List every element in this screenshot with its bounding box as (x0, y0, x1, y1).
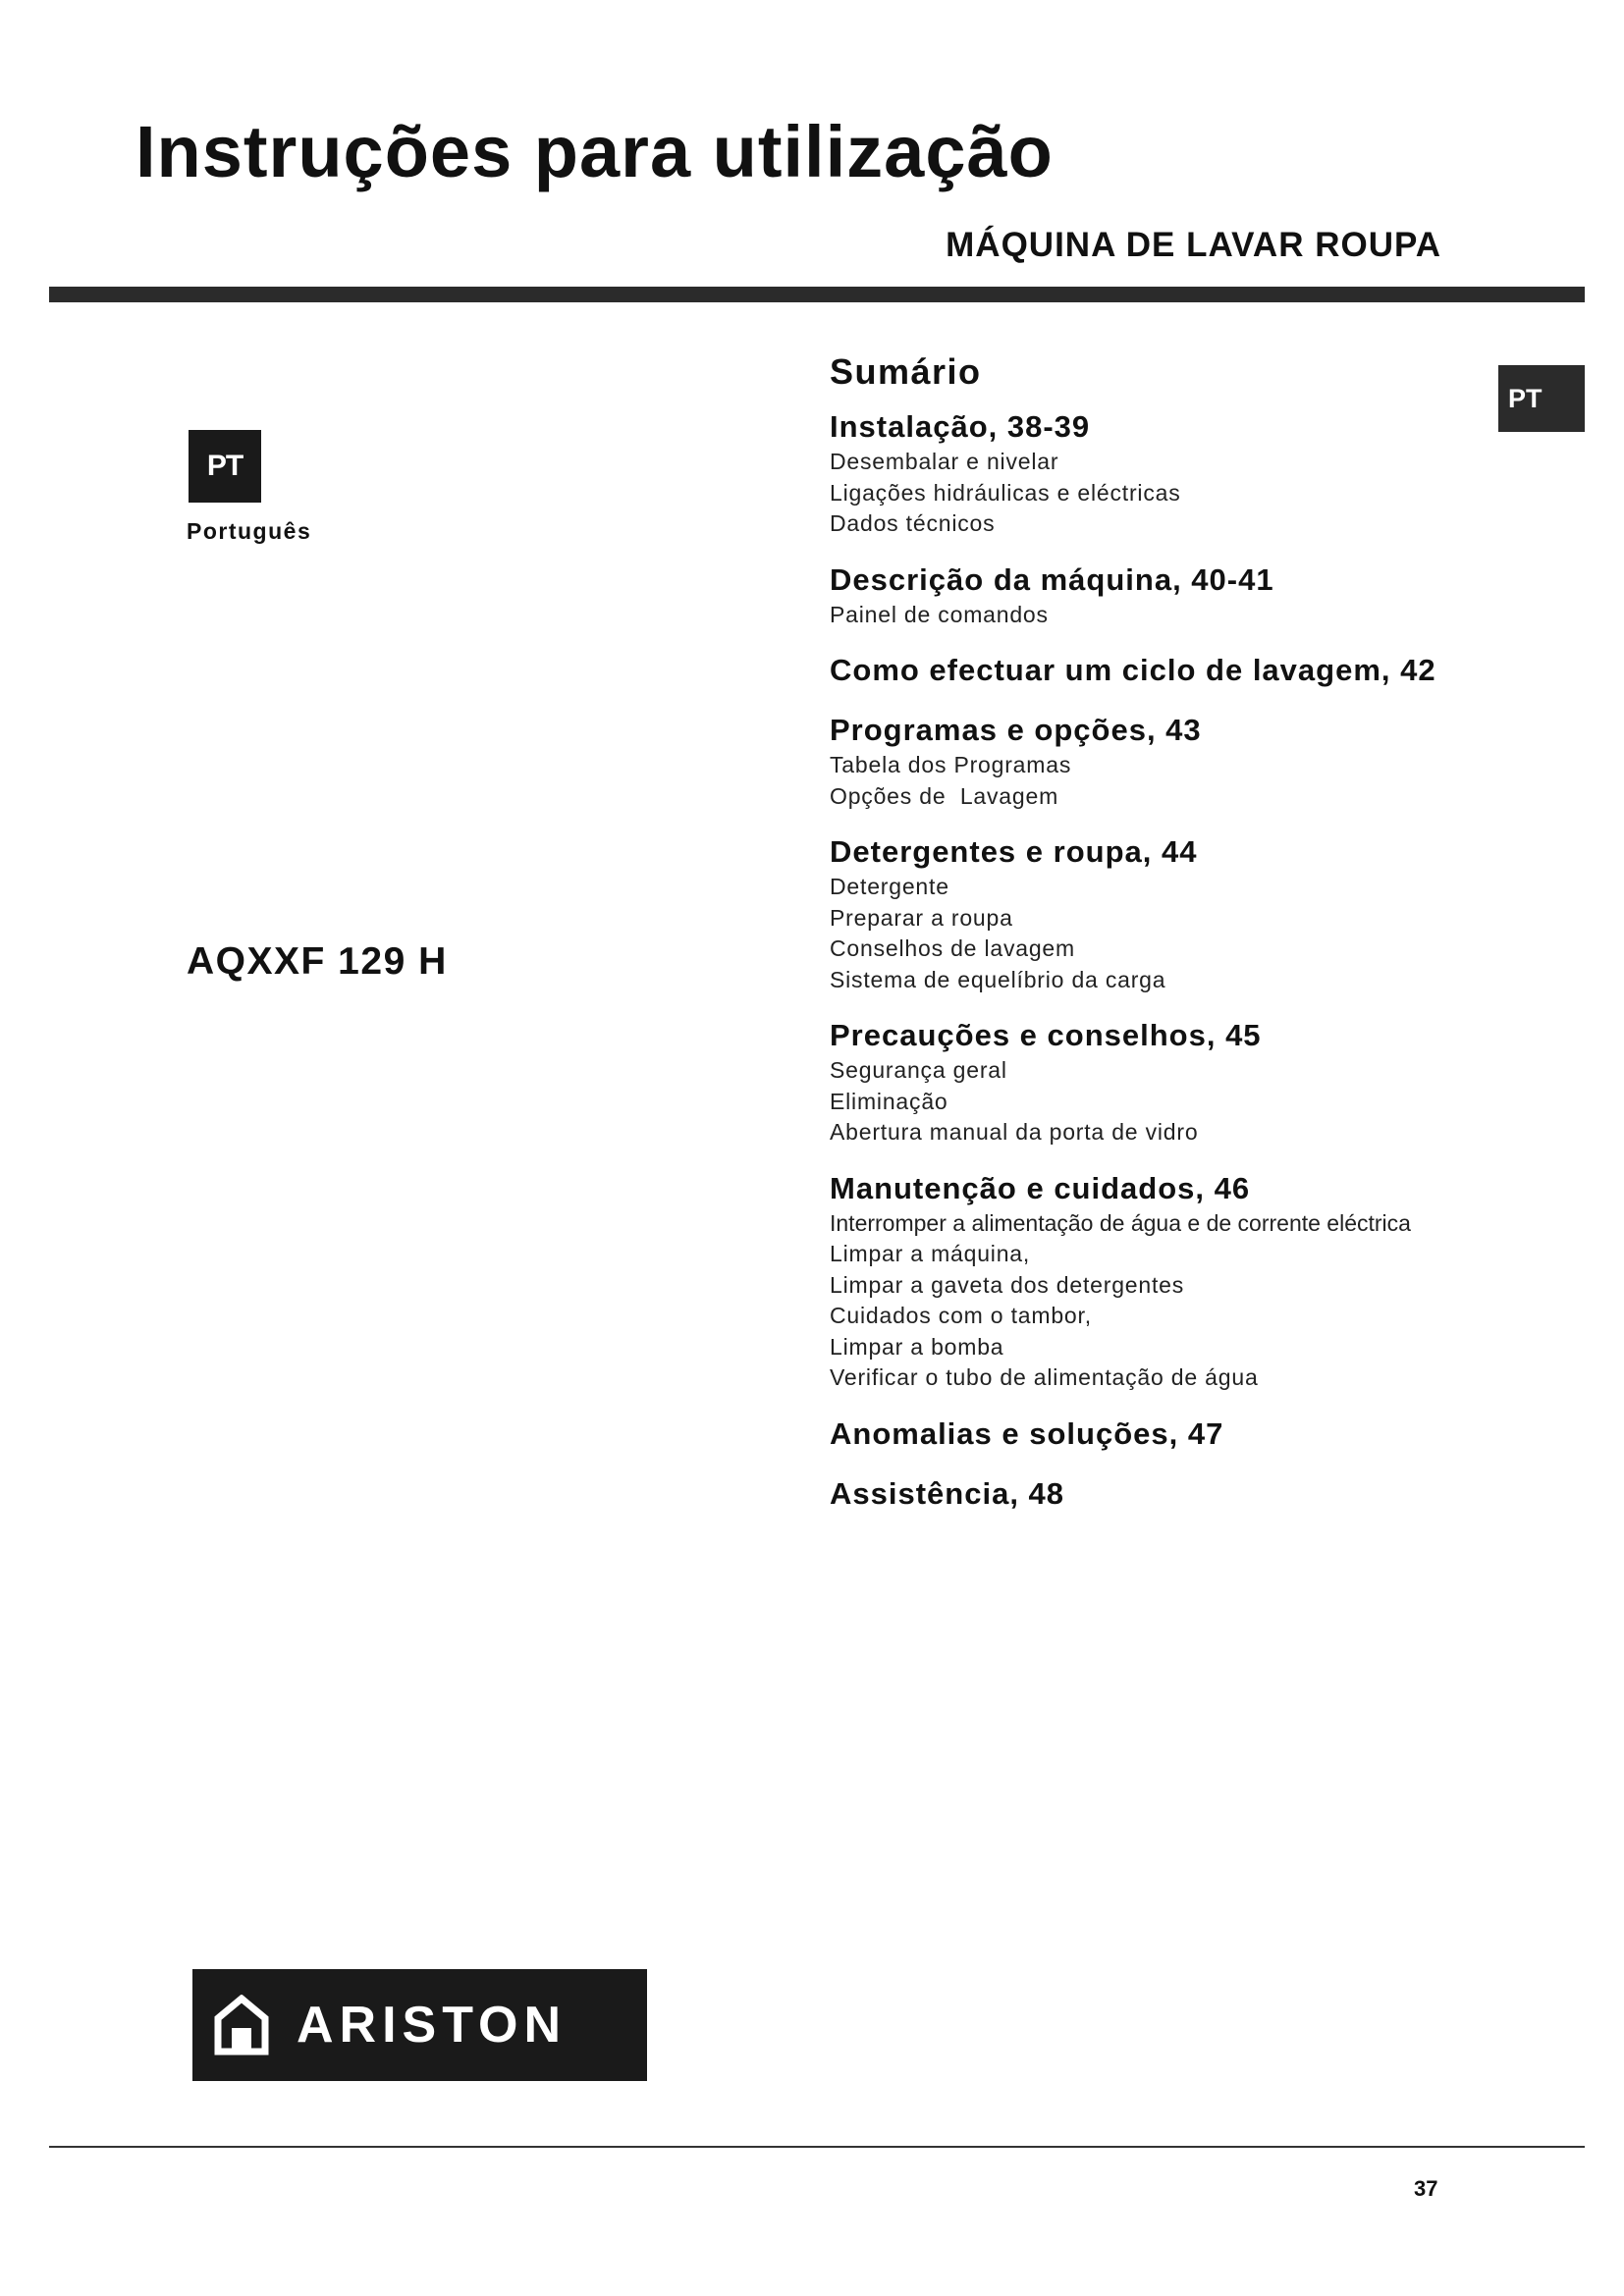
toc-heading: Sumário (830, 351, 982, 392)
toc-section-precautions (830, 1016, 1556, 1148)
toc-item[interactable]: Sistema de equelíbrio da carga (830, 966, 1166, 992)
toc-item[interactable]: Opções de Lavagem (830, 782, 1059, 809)
language-code-box: PT (189, 430, 261, 503)
footer-divider (49, 2146, 1585, 2148)
toc-section-title[interactable]: Instalação, 38-39 (830, 409, 1091, 445)
toc-item[interactable]: Limpar a gaveta dos detergentes (830, 1271, 1185, 1298)
model-number: AQXXF 129 H (187, 940, 448, 983)
toc-item[interactable]: Limpar a bomba (830, 1333, 1004, 1360)
toc-section-title[interactable]: Anomalias e soluções, 47 (830, 1415, 1224, 1451)
toc-section-wash-cycle (830, 651, 1556, 690)
toc-item[interactable]: Conselhos de lavagem (830, 935, 1075, 962)
house-icon (214, 1995, 269, 2056)
toc-item[interactable]: Verificar o tubo de alimentação de água (830, 1364, 1259, 1391)
toc-section-title[interactable]: Como efectuar um ciclo de lavagem, 42 (830, 653, 1436, 688)
toc-item[interactable]: Tabela dos Programas (830, 752, 1072, 778)
toc-section-title[interactable]: Programas e opções, 43 (830, 713, 1202, 748)
header-divider (49, 287, 1585, 302)
page-title: Instruções para utilização (135, 111, 1054, 192)
toc-item[interactable]: Abertura manual da porta de vidro (830, 1119, 1199, 1146)
toc-item[interactable]: Eliminação (830, 1088, 948, 1114)
toc-item[interactable]: Interromper a alimentação de água e de corrente eléctrica (830, 1209, 1411, 1236)
toc-section-title[interactable]: Precauções e conselhos, 45 (830, 1018, 1262, 1053)
brand-logo (192, 1969, 647, 2081)
toc-item[interactable]: Desembalar e nivelar (830, 449, 1059, 475)
toc-item[interactable]: Dados técnicos (830, 510, 996, 537)
toc-item[interactable]: Ligações hidráulicas e eléctricas (830, 479, 1181, 506)
brand-name: ARISTON (297, 1997, 568, 2054)
toc-item[interactable]: Segurança geral (830, 1057, 1007, 1084)
toc-section-troubleshooting (830, 1415, 1556, 1454)
toc-section-title[interactable]: Detergentes e roupa, 44 (830, 834, 1198, 870)
page-number: 37 (1414, 2176, 1438, 2201)
toc-section-assistance (830, 1474, 1556, 1514)
toc-section-installation (830, 407, 1556, 540)
table-of-contents (830, 351, 1556, 1534)
toc-section-maintenance (830, 1169, 1556, 1394)
toc-section-detergents (830, 832, 1556, 995)
toc-section-title[interactable]: Assistência, 48 (830, 1475, 1065, 1511)
language-label: Português (187, 518, 312, 544)
toc-section-title[interactable]: Manutenção e cuidados, 46 (830, 1170, 1251, 1205)
toc-item[interactable]: Limpar a máquina, (830, 1241, 1031, 1267)
product-subtitle: MÁQUINA DE LAVAR ROUPA (946, 226, 1441, 264)
toc-item[interactable]: Cuidados com o tambor, (830, 1303, 1092, 1329)
toc-section-machine-description (830, 561, 1556, 631)
toc-section-title[interactable]: Descrição da máquina, 40-41 (830, 561, 1274, 597)
toc-item[interactable]: Detergente (830, 874, 949, 900)
toc-section-programs (830, 711, 1556, 812)
toc-item[interactable]: Preparar a roupa (830, 904, 1013, 931)
language-tab: PT (1498, 365, 1585, 432)
toc-item[interactable]: Painel de comandos (830, 601, 1049, 627)
